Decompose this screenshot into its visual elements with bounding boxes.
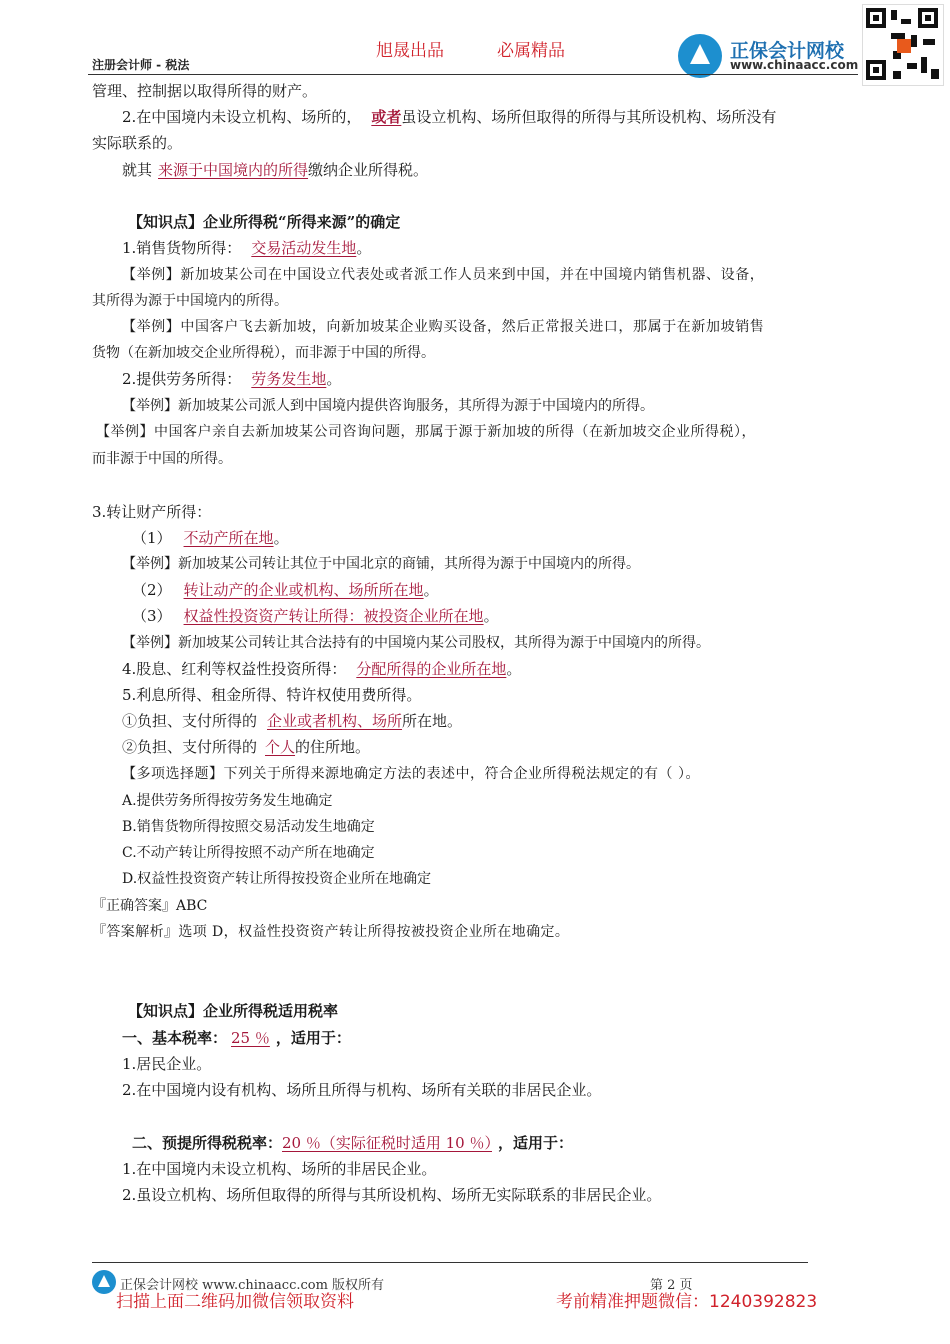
question-option-c: C.不动产转让所得按照不动产所在地确定 [122,845,375,861]
text-line: 1.销售货物所得： 交易活动发生地。 [122,239,372,257]
text-line: 一、基本税率： 25 ％ ，适用于： [122,1029,351,1047]
promo-left: 扫描上面二维码加微信领取资料 [116,1292,354,1312]
example-text: 【举例】中国客户飞去新加坡，向新加坡某企业购买设备，然后正常报关进口，那属于在新加坡销售 [122,319,765,335]
example-text: 【举例】新加坡某公司派人到中国境内提供咨询服务，其所得为源于中国境内的所得。 [122,398,654,414]
correct-answer: 『正确答案』ABC [92,898,208,914]
question-stem: 【多项选择题】下列关于所得来源地确定方法的表述中，符合企业所得税法规定的有（ ）。 [122,766,700,782]
page-number: 第 2 页 [650,1278,693,1293]
text-line: 3.转让财产所得： [92,503,212,521]
text-line: 二、预提所得税税率：20 ％（实际征税时适用 10 ％） ，适用于： [132,1134,574,1152]
answer-explanation: 『答案解析』选项 D，权益性投资资产转让所得按被投资企业所在地确定。 [92,924,570,940]
footer-copyright: 正保会计网校 www.chinaacc.com 版权所有 [120,1278,385,1293]
question-option-a: A.提供劳务所得按劳务发生地确定 [122,793,333,809]
example-text: 其所得为源于中国境内的所得。 [92,293,288,309]
text-line: 2.在中国境内未设立机构、场所的， 或者虽设立机构、场所但取得的所得与其所设机构、场所没有 [122,108,777,126]
doc-title: 注册会计师 - 税法 [92,58,190,72]
question-option-b: B.销售货物所得按照交易活动发生地确定 [122,819,375,835]
example-text: 【举例】中国客户亲自去新加坡某公司咨询问题，那属于源于新加坡的所得（在新加坡交企业所得税）， [96,424,756,440]
example-text: 而非源于中国的所得。 [92,451,232,467]
example-text: 【举例】新加坡某公司在中国设立代表处或者派工作人员来到中国，并在中国境内销售机器、设备， [122,267,765,283]
text-line: 管理、控制据以取得所得的财产。 [92,82,318,100]
text-line: ①负担、支付所得的 企业或者机构、场所所在地。 [122,712,463,730]
qr-code-icon [862,4,944,86]
text-line: 就其 来源于中国境内的所得缴纳企业所得税。 [122,161,429,179]
text-line: （1） 不动产所在地。 [132,529,289,547]
example-text: 【举例】新加坡某公司转让其合法持有的中国境内某公司股权，其所得为源于中国境内的所得。 [122,635,710,651]
promo-right: 考前精准押题微信：1240392823 [556,1292,818,1312]
footer-divider [92,1262,808,1263]
text-line: （2） 转让动产的企业或机构、场所所在地。 [132,581,439,599]
text-line: 4.股息、红利等权益性投资所得： 分配所得的企业所在地。 [122,660,522,678]
text-line: ②负担、支付所得的 个人的住所地。 [122,738,371,756]
knowledge-point-heading: 【知识点】企业所得税适用税率 [128,1002,339,1020]
text-line: 5.利息所得、租金所得、特许权使用费所得。 [122,686,422,704]
footer-logo-icon [92,1270,116,1294]
knowledge-point-heading: 【知识点】企业所得税“所得来源”的确定 [128,213,401,231]
text-line: 实际联系的。 [92,134,183,152]
header-slogan-right: 必属精品 [497,41,565,61]
text-line: 1.在中国境内未设立机构、场所的非居民企业。 [122,1160,437,1178]
text-line: 2.在中国境内设有机构、场所且所得与机构、场所有关联的非居民企业。 [122,1081,602,1099]
brand-name: 正保会计网校 [730,40,845,62]
text-line: 2.虽设立机构、场所但取得的所得与其所设机构、场所无实际联系的非居民企业。 [122,1186,662,1204]
brand-url: www.chinaacc.com [730,58,859,72]
text-line: 1.居民企业。 [122,1055,212,1073]
header-slogan-left: 旭晟出品 [376,41,444,61]
brand-logo-triangle-icon [690,44,710,64]
example-text: 【举例】新加坡某公司转让其位于中国北京的商铺，其所得为源于中国境内的所得。 [122,556,640,572]
question-option-d: D.权益性投资资产转让所得按投资企业所在地确定 [122,871,432,887]
header-divider [88,74,858,75]
text-line: （3） 权益性投资资产转让所得：被投资企业所在地。 [132,607,499,625]
text-line: 2.提供劳务所得： 劳务发生地。 [122,370,342,388]
example-text: 货物（在新加坡交企业所得税），而非源于中国的所得。 [92,345,435,361]
